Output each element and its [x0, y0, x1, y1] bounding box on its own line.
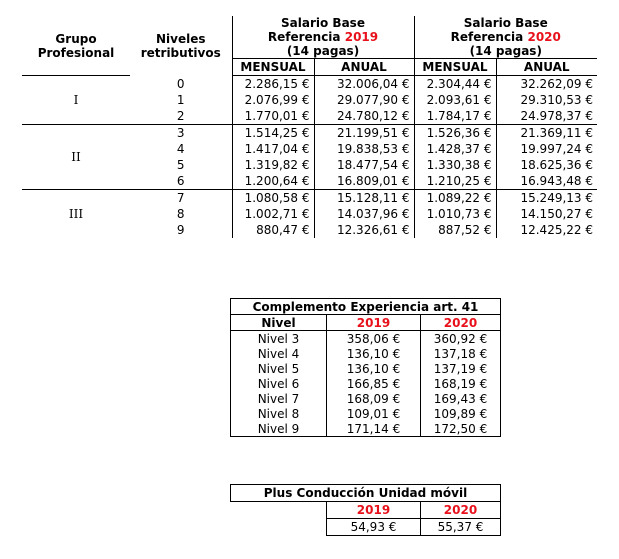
anual-2020-cell: 29.310,53 € [496, 92, 597, 108]
salary-table [22, 16, 597, 238]
complemento-nivel-cell: Nivel 9 [231, 421, 327, 437]
nivel-cell: 4 [176, 142, 185, 156]
anual-2020-cell: 32.262,09 € [496, 76, 597, 93]
pagas-label-2020: (14 pagas) [469, 44, 542, 58]
referencia-label-2019: Referencia [267, 30, 341, 44]
anual-2019-cell: 14.037,96 € [314, 206, 414, 222]
complemento-title: Complemento Experiencia art. 41 [231, 299, 501, 315]
group-label: III [22, 190, 130, 239]
subheader-mensual-2020: MENSUAL [414, 59, 496, 76]
mensual-2020-cell: 1.526,36 € [414, 125, 496, 142]
plus-table [230, 484, 501, 536]
complemento-2020-cell: 172,50 € [421, 421, 501, 437]
mensual-2019-cell: 1.200,64 € [232, 173, 314, 190]
plus-spacer [231, 519, 327, 536]
anual-2019-cell: 15.128,11 € [314, 190, 414, 207]
complemento-2019-cell: 171,14 € [327, 421, 421, 437]
mensual-2020-cell: 1.010,73 € [414, 206, 496, 222]
complemento-nivel-cell: Nivel 7 [231, 391, 327, 406]
nivel-cell: 0 [176, 76, 185, 91]
mensual-2020-cell: 887,52 € [414, 222, 496, 238]
subheader-anual-2019: ANUAL [314, 59, 414, 76]
subheader-anual-2020: ANUAL [496, 59, 597, 76]
salario-label-2020: Salario Base [463, 16, 548, 30]
anual-2019-cell: 16.809,01 € [314, 173, 414, 190]
mensual-2019-cell: 1.770,01 € [232, 108, 314, 125]
nivel-cell: 3 [130, 125, 232, 142]
referencia-label-2020: Referencia [450, 30, 524, 44]
complemento-nivel-cell: Nivel 6 [231, 376, 327, 391]
plus-title: Plus Conducción Unidad móvil [231, 485, 501, 502]
mensual-2020-cell: 1.089,22 € [414, 190, 496, 207]
anual-2019-cell: 29.077,90 € [314, 92, 414, 108]
year-2020-label: 2020 [527, 30, 561, 44]
complemento-nivel-cell: Nivel 5 [231, 361, 327, 376]
salary-row [22, 76, 597, 93]
header-niveles [130, 16, 232, 76]
anual-2020-cell: 12.425,22 € [496, 222, 597, 238]
complemento-2019-cell: 166,85 € [327, 376, 421, 391]
mensual-2019-cell: 1.080,58 € [232, 190, 314, 207]
plus-col-2019: 2019 [327, 502, 421, 519]
complemento-col-nivel: Nivel [231, 315, 327, 331]
anual-2019-cell: 12.326,61 € [314, 222, 414, 238]
mensual-2019-cell: 1.002,71 € [232, 206, 314, 222]
complemento-row [231, 376, 501, 391]
anual-2019-cell: 24.780,12 € [314, 108, 414, 125]
complemento-nivel-cell: Nivel 3 [231, 331, 327, 347]
header-grupo [22, 16, 130, 76]
group-label: I [22, 76, 130, 125]
nivel-cell: 2 [176, 109, 185, 123]
anual-2020-cell: 14.150,27 € [496, 206, 597, 222]
header-salario-2020 [414, 16, 597, 59]
complemento-nivel-cell: Nivel 4 [231, 346, 327, 361]
mensual-2019-cell: 2.076,99 € [232, 92, 314, 108]
header-niveles-line2: retributivos [140, 45, 221, 60]
header-niveles-line1: Niveles [155, 31, 206, 46]
mensual-2020-cell: 2.093,61 € [414, 92, 496, 108]
complemento-row [231, 346, 501, 361]
anual-2019-cell: 18.477,54 € [314, 157, 414, 173]
complemento-row [231, 361, 501, 376]
salario-label-2019: Salario Base [281, 16, 365, 30]
mensual-2019-cell: 880,47 € [232, 222, 314, 238]
nivel-cell: 5 [176, 158, 185, 172]
complemento-2019-cell: 136,10 € [327, 346, 421, 361]
anual-2020-cell: 15.249,13 € [496, 190, 597, 207]
anual-2019-cell: 32.006,04 € [314, 76, 414, 93]
mensual-2020-cell: 1.330,38 € [414, 157, 496, 173]
complemento-2019-cell: 109,01 € [327, 406, 421, 421]
complemento-2019-cell: 168,09 € [327, 391, 421, 406]
mensual-2020-cell: 1.784,17 € [414, 108, 496, 125]
complemento-col-2019: 2019 [327, 315, 421, 331]
complemento-row [231, 406, 501, 421]
complemento-2019-cell: 136,10 € [327, 361, 421, 376]
complemento-row [231, 331, 501, 347]
salary-row [22, 125, 597, 142]
nivel-cell: 8 [176, 207, 185, 221]
salary-row [22, 190, 597, 207]
mensual-2020-cell: 1.428,37 € [414, 141, 496, 157]
complemento-col-2020: 2020 [421, 315, 501, 331]
complemento-table [230, 298, 501, 437]
nivel-cell: 6 [176, 174, 185, 188]
nivel-cell: 9 [176, 223, 185, 237]
anual-2019-cell: 21.199,51 € [314, 125, 414, 142]
complemento-2020-cell: 169,43 € [421, 391, 501, 406]
mensual-2019-cell: 2.286,15 € [232, 76, 314, 93]
anual-2020-cell: 16.943,48 € [496, 173, 597, 190]
group-label: II [22, 125, 130, 190]
anual-2020-cell: 19.997,24 € [496, 141, 597, 157]
subheader-mensual-2019: MENSUAL [232, 59, 314, 76]
year-2019-label: 2019 [344, 30, 379, 44]
mensual-2020-cell: 1.210,25 € [414, 173, 496, 190]
mensual-2019-cell: 1.319,82 € [232, 157, 314, 173]
nivel-cell: 7 [130, 190, 232, 207]
header-grupo-line2: Profesional [37, 45, 115, 60]
complemento-2020-cell: 137,18 € [421, 346, 501, 361]
complemento-nivel-cell: Nivel 8 [231, 406, 327, 421]
header-grupo-line1: Grupo [55, 31, 97, 46]
mensual-2020-cell: 2.304,44 € [414, 76, 496, 93]
plus-spacer [231, 502, 327, 519]
complemento-2020-cell: 360,92 € [421, 331, 501, 347]
mensual-2019-cell: 1.417,04 € [232, 141, 314, 157]
complemento-row [231, 421, 501, 437]
plus-value-2019: 54,93 € [327, 519, 421, 536]
complemento-2020-cell: 168,19 € [421, 376, 501, 391]
complemento-row [231, 391, 501, 406]
complemento-2019-cell: 358,06 € [327, 331, 421, 347]
mensual-2019-cell: 1.514,25 € [232, 125, 314, 142]
nivel-cell: 1 [176, 93, 185, 107]
anual-2019-cell: 19.838,53 € [314, 141, 414, 157]
plus-value-2020: 55,37 € [421, 519, 501, 536]
anual-2020-cell: 18.625,36 € [496, 157, 597, 173]
anual-2020-cell: 24.978,37 € [496, 108, 597, 125]
complemento-2020-cell: 137,19 € [421, 361, 501, 376]
plus-col-2020: 2020 [421, 502, 501, 519]
pagas-label-2019: (14 pagas) [286, 44, 360, 58]
anual-2020-cell: 21.369,11 € [496, 125, 597, 142]
complemento-2020-cell: 109,89 € [421, 406, 501, 421]
header-salario-2019 [232, 16, 414, 59]
